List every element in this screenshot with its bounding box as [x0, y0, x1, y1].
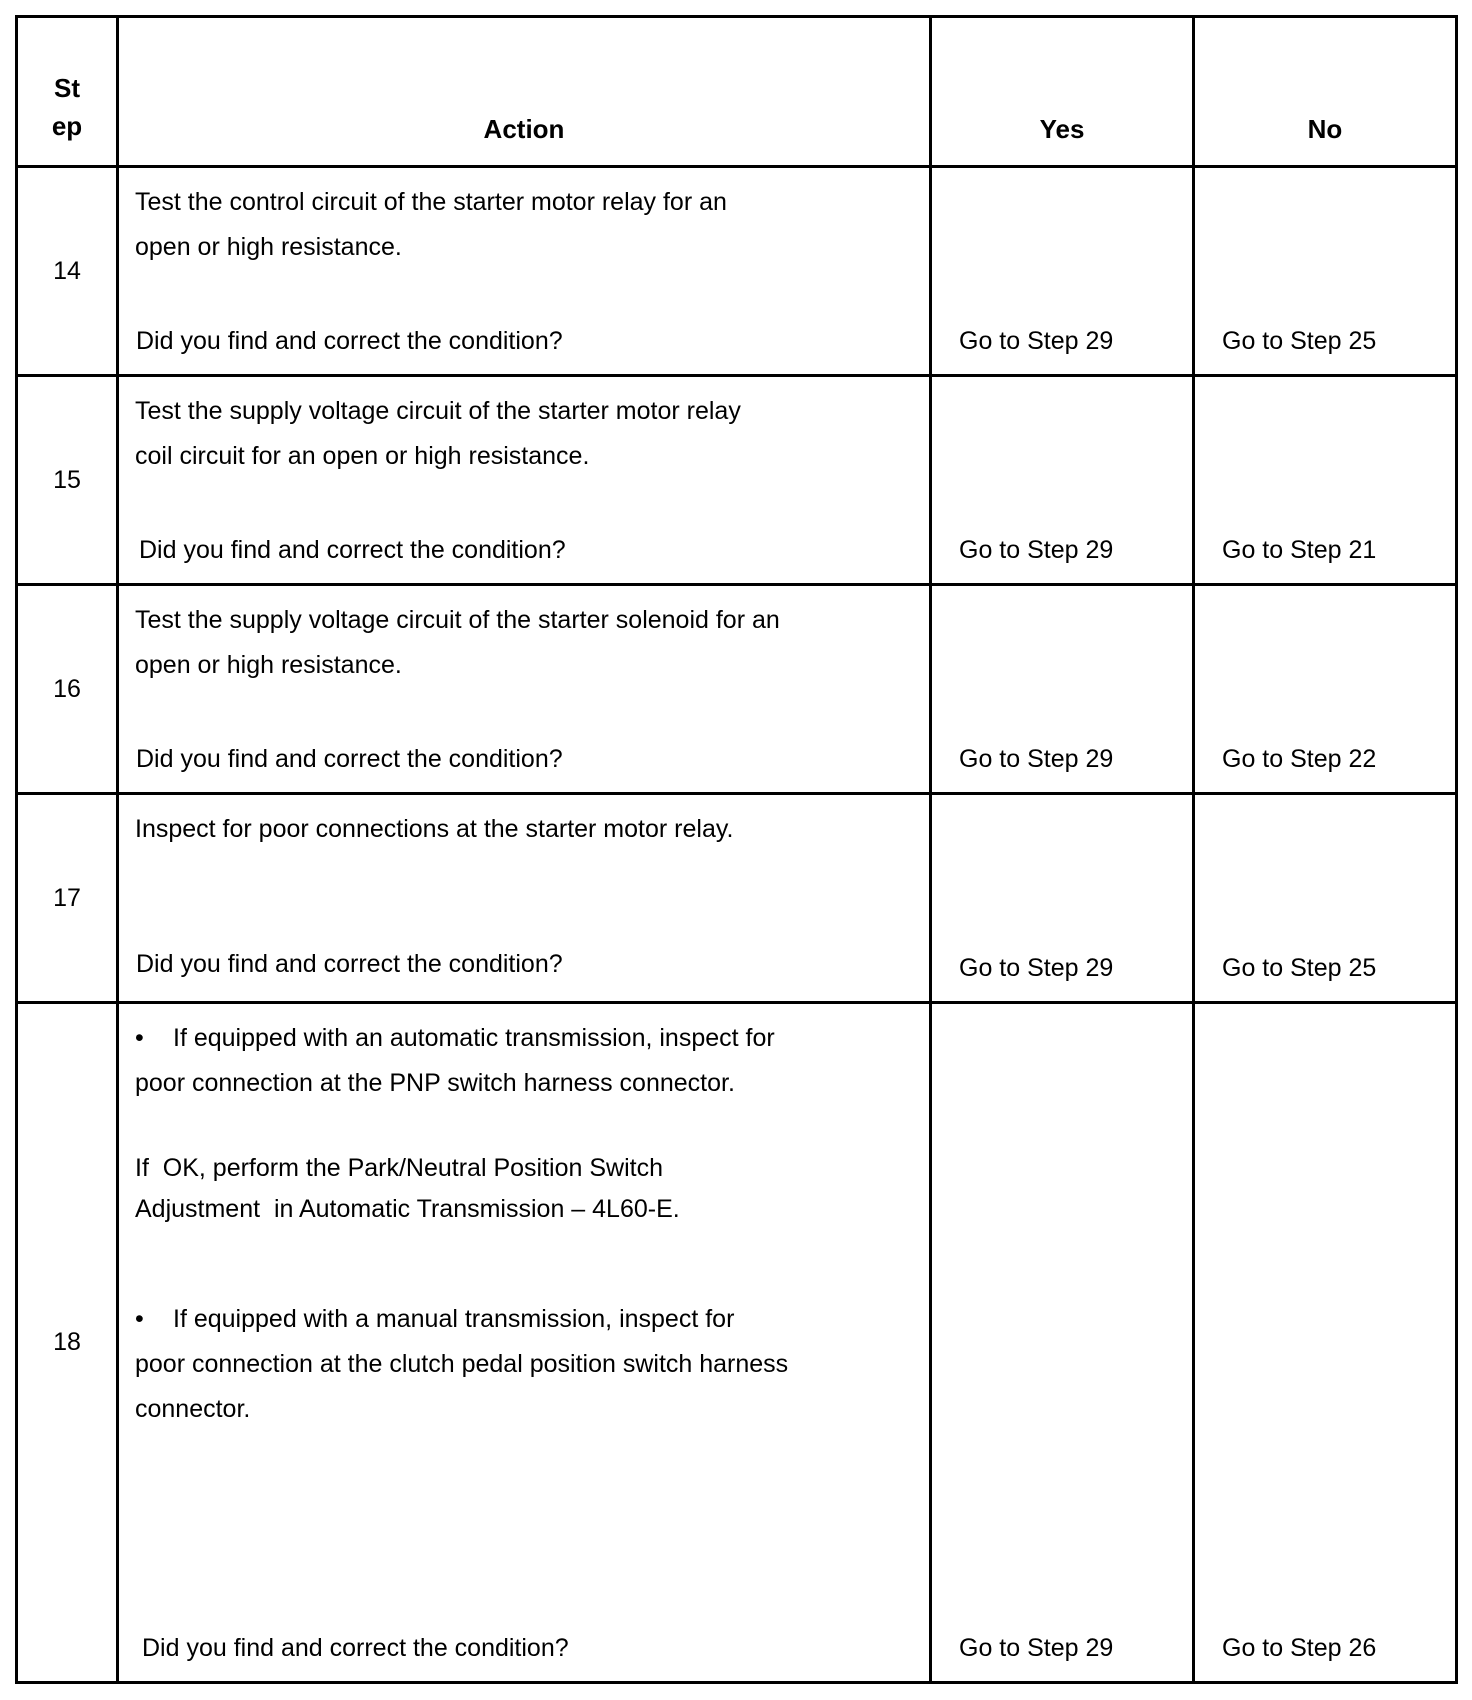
no-result: Go to Step 22 [1222, 745, 1377, 773]
yes-cell [931, 585, 1194, 794]
bullet-item [135, 1016, 889, 1061]
action-line: poor connection at the PNP switch harness connector. [135, 1069, 735, 1097]
action-line: Inspect for poor connections at the starter motor relay. [135, 815, 734, 843]
ok-note-line: Adjustment in Automatic Transmission – 4L60-E. [135, 1195, 680, 1223]
table-row [17, 585, 1457, 794]
header-step-line1: St [54, 73, 80, 103]
action-line: Test the control circuit of the starter motor relay for an [135, 188, 727, 216]
header-action: Action [118, 17, 931, 167]
action-cell [118, 376, 931, 585]
no-result: Go to Step 21 [1222, 536, 1377, 564]
bullet-glyph: • [135, 1305, 144, 1333]
action-line: open or high resistance. [135, 233, 402, 261]
no-cell [1194, 1003, 1457, 1683]
question-text: Did you find and correct the condition? [142, 1634, 569, 1662]
yes-cell [931, 1003, 1194, 1683]
action-line: poor connection at the clutch pedal position switch harness [135, 1350, 789, 1378]
yes-cell [931, 376, 1194, 585]
action-line: connector. [135, 1395, 251, 1423]
bullet-glyph: • [135, 1024, 144, 1052]
yes-result: Go to Step 29 [959, 745, 1114, 773]
action-line: coil circuit for an open or high resistance. [135, 442, 590, 470]
table-row [17, 376, 1457, 585]
question-text: Did you find and correct the condition? [136, 745, 563, 773]
table-row [17, 794, 1457, 1003]
table-row [17, 1003, 1457, 1683]
table-row [17, 167, 1457, 376]
yes-cell [931, 167, 1194, 376]
no-cell [1194, 167, 1457, 376]
header-no: No [1194, 17, 1457, 167]
action-line: Test the supply voltage circuit of the starter solenoid for an [135, 606, 780, 634]
step-number: 15 [17, 376, 118, 585]
yes-result: Go to Step 29 [959, 954, 1114, 982]
step-number: 17 [17, 794, 118, 1003]
no-cell [1194, 376, 1457, 585]
question-text: Did you find and correct the condition? [136, 950, 563, 978]
ok-note-line: If OK, perform the Park/Neutral Position Switch [135, 1154, 663, 1182]
header-yes: Yes [931, 17, 1194, 167]
bullet-item [135, 1297, 889, 1342]
step-number: 18 [17, 1003, 118, 1683]
action-cell [118, 167, 931, 376]
question-text: Did you find and correct the condition? [136, 327, 563, 355]
action-cell [118, 1003, 931, 1683]
no-result: Go to Step 25 [1222, 954, 1377, 982]
yes-result: Go to Step 29 [959, 1634, 1114, 1662]
action-line: If equipped with a manual transmission, inspect for [173, 1305, 735, 1333]
step-number: 14 [17, 167, 118, 376]
no-cell [1194, 794, 1457, 1003]
no-cell [1194, 585, 1457, 794]
header-row [17, 17, 1457, 167]
diagnostic-table [15, 15, 1458, 1684]
header-step [17, 17, 118, 167]
no-result: Go to Step 25 [1222, 327, 1377, 355]
action-line: open or high resistance. [135, 651, 402, 679]
yes-result: Go to Step 29 [959, 536, 1114, 564]
action-line: If equipped with an automatic transmission, inspect for [173, 1024, 775, 1052]
header-step-line2: ep [51, 111, 83, 141]
question-text: Did you find and correct the condition? [139, 536, 566, 564]
action-cell [118, 794, 931, 1003]
step-number: 16 [17, 585, 118, 794]
yes-result: Go to Step 29 [959, 327, 1114, 355]
action-cell [118, 585, 931, 794]
yes-cell [931, 794, 1194, 1003]
action-line: Test the supply voltage circuit of the starter motor relay [135, 397, 741, 425]
no-result: Go to Step 26 [1222, 1634, 1377, 1662]
